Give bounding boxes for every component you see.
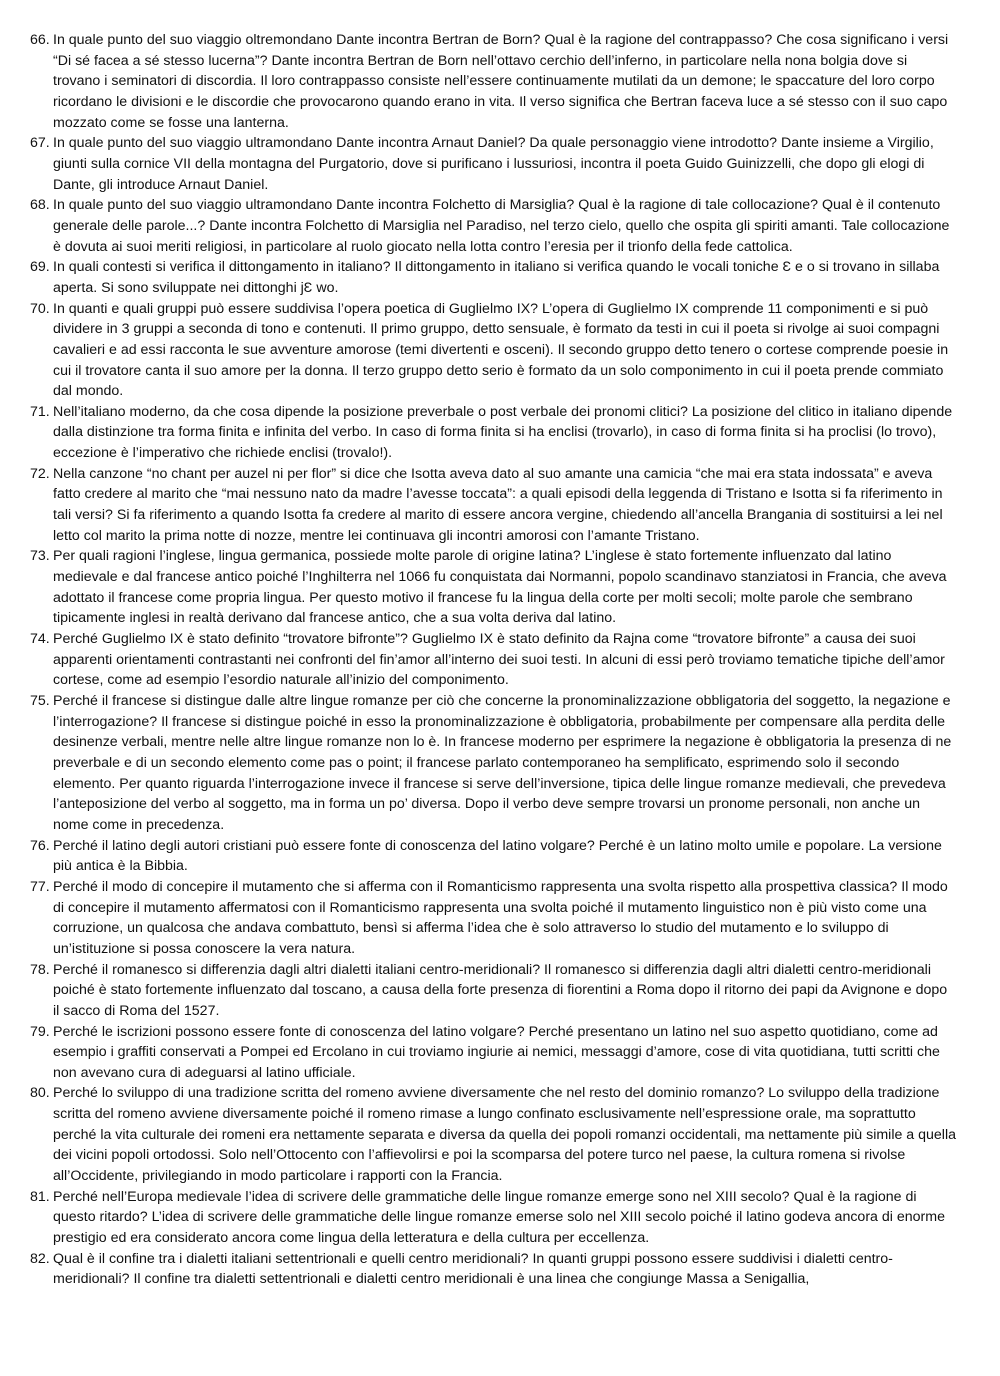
item-number: 75. (30, 693, 50, 709)
item-number: 77. (30, 878, 50, 895)
qa-item (30, 299, 956, 402)
question-text: In quale punto del suo viaggio oltremondano Dante incontra Bertran de Born? Qual è la ragione del contrappasso? Che cosa significano i versi “Di sé facea a sé stesso lucerna”? (53, 32, 949, 69)
answer-text: Il confine tra dialetti settentrionali e dialetti centro meridionali è una linea che congiunge Massa a Senigallia, (133, 1271, 810, 1288)
qa-item (30, 1187, 956, 1249)
qa-item (30, 1249, 956, 1290)
answer-text: Dante insieme a Virgilio, giunti sulla cornice VII della montagna del Purgatorio, dove si purificano i lussuriosi, incontra il poeta Guido Guinizzelli, che dopo gli elogi di Dante, gli introduce Arnaut Daniel. (53, 135, 934, 193)
question-text: Perché Guglielmo IX è stato definito “trovatore bifronte”? (53, 631, 408, 648)
item-number: 80. (30, 1085, 50, 1102)
item-number: 82. (30, 1250, 50, 1267)
question-text: Perché lo sviluppo di una tradizione scritta del romeno avviene diversamente che nel resto del dominio romanzo? (53, 1085, 765, 1102)
question-text: In quale punto del suo viaggio ultramondano Dante incontra Arnaut Daniel? Da quale personaggio viene introdotto? (53, 135, 778, 152)
question-text: In quali contesti si verifica il dittongamento in italiano? (53, 259, 391, 276)
question-text: Per quali ragioni l’inglese, lingua germanica, possiede molte parole di origine latina? (53, 548, 581, 565)
answer-text: Guglielmo IX è stato definito da Rajna come “trovatore bifronte” a causa dei suoi apparenti orientamenti contrastanti nei confronti del fin’amor all’interno dei suoi testi. In alcuni di essi però troviamo tematiche tipiche dell’amor cortese, come ad esempio l’esordio naturale all’inizio del componimento. (53, 631, 945, 689)
question-text: Perché il francese si distingue dalle altre lingue romanze per ciò che concerne la pronominalizzazione obbligatoria del soggetto, la negazione e l’interrogazione? (53, 693, 951, 730)
qa-item (30, 195, 956, 257)
item-number: 70. (30, 300, 50, 317)
answer-text: L’inglese è stato fortemente influenzato dal latino medievale e dal francese antico poiché l’Inghilterra nel 1066 fu conquistata dai Normanni, popolo scandinavo stanziatosi in Francia, che aveva adottato il francese come propria lingua. Per questo motivo il francese fu la lingua della corte per molti secoli; molte parole che sembrano tipicamente inglesi in realtà derivano dal francese antico, che a sua volta deriva dal latino. (53, 548, 947, 627)
answer-text: L’idea di scrivere delle grammatiche delle lingue romanze emerse solo nel XIII secolo poiché il latino godeva ancora di enorme prestigio ed era considerato ancora come lingua della letteratura e della cultura per eccellenza. (53, 1209, 945, 1247)
item-number: 81. (30, 1188, 50, 1205)
answer-text: Dante incontra Bertran de Born nell’ottavo cerchio dell’inferno, in particolare nella nona bolgia dove si trovano i seminatori di discordia. Il loro contrappasso consiste nell’essere continuamente mutilati da un demone; le spaccature del loro corpo ricordano le divisioni e le discordie che provocarono quando erano in vita. Il verso significa che Bertran faceva luce a sé stesso con il suo capo mozzato come se fosse una lanterna. (53, 52, 948, 131)
answer-text: Si fa riferimento a quando Isotta fa credere al marito di essere ancora vergine, chiedendo all’ancella Brangania di sostituirsi a lei nel letto col marito la prima notte di nozze, mentre lei continuava gli incontri amorosi con l’amante Tristano. (53, 507, 943, 544)
answer-text: Dante incontra Folchetto di Marsiglia nel Paradiso, nel terzo cielo, quello che ospita gli spiriti amanti. Tale collocazione è dovuta ai suoi meriti religiosi, in particolare al ruolo giocato nella lotta contro l’eresia per il trionfo della fede cattolica. (53, 217, 950, 255)
qa-item (30, 464, 956, 547)
answer-text: Il dittongamento in italiano si verifica quando le vocali toniche Ɛ e o si trovano in sillaba aperta. Si sono sviluppate nei dittonghi jƐ wo. (53, 259, 940, 296)
item-number: 73. (30, 548, 50, 565)
answer-text: Il francese si distingue poiché in esso la pronominalizzazione è obbligatoria, probabilmente per compensare alla perdita delle desinenze verbali, mentre nelle altre lingue romanze non lo è. In francese moderno per esprimere la negazione è obbligatoria la presenza di ne preverbale e di un secondo elemento come pas o point; il francese parlato contemporaneo ha semplificato, esprimendo solo il secondo elemento. Per quanto riguarda l’interrogazione invece il francese si serve dell’inversione, tipica delle lingue romanze medievali, che prevedeva l’anteposizione del verbo al soggetto, ma in forma un po’ diversa. Dopo il verbo deve sempre trovarsi un pronome personali, non anche un nome come in precedenza. (53, 713, 952, 833)
question-text: Nella canzone “no chant per auzel ni per flor” si dice che Isotta aveva dato al suo amante una camicia “che mai era stata indossata” e aveva fatto credere al marito che “mai nessuno nato da madre l’avesse toccata”: a quali episodi della leggenda di Tristano e Isotta si fa riferimento in tali versi? (53, 465, 943, 524)
qa-item (30, 629, 956, 691)
qa-item (30, 960, 956, 1022)
question-text: Perché il latino degli autori cristiani può essere fonte di conoscenza del latino volgare? (53, 837, 595, 854)
qa-item (30, 836, 956, 877)
question-text: Perché nell’Europa medievale l’idea di scrivere delle grammatiche delle lingue romanze emerge sono nel XIII secolo? Qual è la ragione di questo ritardo? (53, 1188, 917, 1226)
item-number: 71. (30, 403, 50, 420)
question-text: In quanti e quali gruppi può essere suddivisa l’opera poetica di Guglielmo IX? (53, 300, 539, 317)
answer-text: Il modo di concepire il mutamento affermatosi con il Romanticismo rappresenta una svolta poiché il mutamento linguistico non è più visto come una corruzione, un qualcosa che andava combattuto, bensì si afferma l’idea che è solo attraverso lo studio del mutamento e lo sviluppo di un’istituzione si possa conoscere la vera natura. (53, 878, 948, 957)
question-text: Perché il romanesco si differenzia dagli altri dialetti italiani centro-meridionali? (53, 961, 541, 978)
qa-item (30, 257, 956, 298)
answer-text: Perché presentano un latino nel suo aspetto quotidiano, come ad esempio i graffiti conservati a Pompei ed Ercolano in cui troviamo ingiurie ai nemici, messaggi d’amore, cose di vita quotidiana, tutti scritti che non avevano cura di adeguarsi al latino ufficiale. (53, 1023, 940, 1081)
answer-text: Lo sviluppo della tradizione scritta del romeno avviene diversamente poiché il romeno rimase a lungo confinato esclusivamente nell’espressione orale, ma soprattutto perché la vita culturale dei romeni era nettamente separata e diversa da quella dei popoli romanzi occidentali, ma nettamente più simile a quella dei vicini popoli ortodossi. Solo nell’Ottocento con l’affievolirsi e poi la scomparsa del potere turco nel paese, la cultura romena si rivolse all’Occidente, privilegiando in modo particolare i rapporti con la Francia. (53, 1085, 956, 1185)
item-number: 66. (30, 32, 50, 48)
question-text: Perché le iscrizioni possono essere fonte di conoscenza del latino volgare? (53, 1023, 525, 1040)
qa-item (30, 30, 956, 133)
qa-item (30, 402, 956, 464)
qa-list (30, 30, 956, 1290)
qa-item (30, 877, 956, 960)
qa-item (30, 691, 956, 836)
qa-item (30, 133, 956, 195)
answer-text: Il romanesco si differenzia dagli altri dialetti centro-meridionali poiché è stato fortemente influenzato dal toscano, a causa della forte presenza di fiorentini a Roma dopo il ritorno dei papi da Avignone e dopo il sacco di Roma del 1527. (53, 961, 948, 1019)
item-number: 79. (30, 1023, 50, 1040)
qa-item (30, 546, 956, 629)
item-number: 74. (30, 631, 50, 648)
answer-text: Perché è un latino molto umile e popolare. La versione più antica è la Bibbia. (53, 837, 942, 875)
item-number: 72. (30, 465, 50, 482)
answer-text: L’opera di Guglielmo IX comprende 11 componimenti e si può dividere in 3 gruppi a seconda di tono e contenuti. Il primo gruppo, detto sensuale, è formato da testi in cui il poeta si rivolge ai suoi compagni cavalieri e ad essi racconta le sue avventure amorose (temi divertenti e osceni). Il secondo gruppo detto tenero o cortese comprende poesie in cui il trovatore canta il suo amore per la donna. Il terzo gruppo detto serio è formato da un solo componimento in cui il poeta prende commiato dal mondo. (53, 300, 949, 400)
item-number: 68. (30, 197, 50, 214)
question-text: In quale punto del suo viaggio ultramondano Dante incontra Folchetto di Marsiglia? Qual è la ragione di tale collocazione? Qual è il contenuto generale delle parole...? (53, 197, 941, 234)
item-number: 67. (30, 135, 50, 152)
item-number: 69. (30, 259, 50, 276)
qa-item (30, 1083, 956, 1186)
item-number: 76. (30, 837, 50, 854)
qa-item (30, 1022, 956, 1084)
question-text: Qual è il confine tra i dialetti italiani settentrionali e quelli centro meridionali? In quanti gruppi possono essere suddivisi i dialetti centro-meridionali? (53, 1250, 893, 1288)
question-text: Nell’italiano moderno, da che cosa dipende la posizione preverbale o post verbale dei pronomi clitici? (53, 403, 688, 420)
item-number: 78. (30, 961, 50, 978)
question-text: Perché il modo di concepire il mutamento che si afferma con il Romanticismo rappresenta una svolta rispetto alla prospettiva classica? (53, 878, 898, 895)
answer-text: La posizione del clitico in italiano dipende dalla distinzione tra forma finita e infinita del verbo. In caso di forma finita si ha enclisi (trovarlo), in caso di forma finita si ha proclisi (lo trovo), eccezione è l’imperativo che richiede enclisi (trovalo!). (53, 403, 953, 462)
